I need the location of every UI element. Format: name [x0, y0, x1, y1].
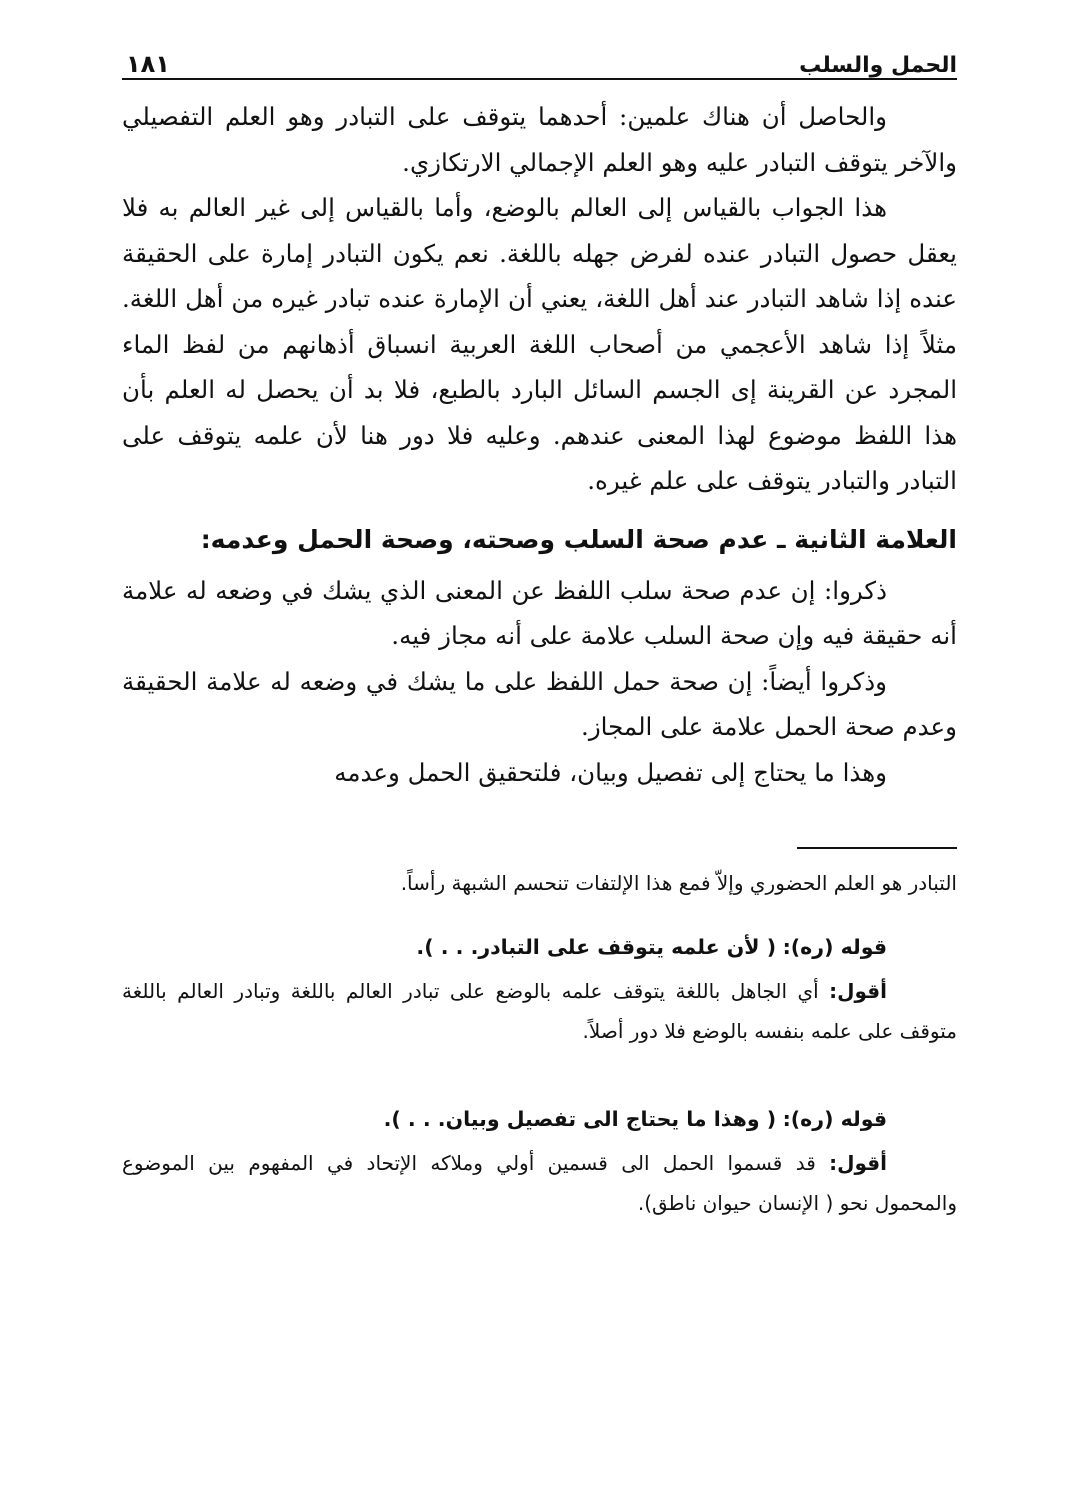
footnote-answer-1	[122, 971, 957, 1051]
footnotes	[122, 863, 957, 1223]
footnote-divider	[797, 847, 957, 849]
answer-label: أقول:	[829, 979, 887, 1003]
book-page	[122, 30, 957, 1223]
quote-text: ( وهذا ما يحتاج الى تفصيل وبيان. . . ).	[383, 1107, 777, 1131]
paragraph-3: ذكروا: إن عدم صحة سلب اللفظ عن المعنى الذي يشك في وضعه له علامة أنه حقيقة فيه وإن صحة السلب علامة على أنه مجاز فيه.	[122, 575, 957, 650]
paragraph-1: والحاصل أن هناك علمين: أحدهما يتوقف على التبادر وهو العلم التفصيلي والآخر يتوقف التبادر عليه وهو العلم الإجمالي الارتكازي.	[122, 102, 957, 177]
paragraph-4: وذكروا أيضاً: إن صحة حمل اللفظ على ما يشك في وضعه له علامة الحقيقة وعدم صحة الحمل علامة على المجاز.	[122, 666, 957, 741]
footnote-quote-1	[122, 927, 957, 967]
running-title: الحمل والسلب	[799, 53, 957, 78]
section-heading: العلامة الثانية ـ عدم صحة السلب وصحته، وصحة الحمل وعدمه:	[200, 524, 957, 554]
footnote-continuation: التبادر هو العلم الحضوري وإلاّ فمع هذا الإلتفات تنحسم الشبهة رأساً.	[400, 871, 957, 895]
footnote-answer-2	[122, 1143, 957, 1223]
quote-text: ( لأن علمه يتوقف على التبادر. . . ).	[416, 935, 777, 959]
page-number: ١٨١	[126, 50, 170, 78]
page-header	[122, 30, 957, 80]
quote-label: قوله (ره):	[782, 935, 887, 959]
answer-text: قد قسموا الحمل الى قسمين أولي وملاكه الإتحاد في المفهوم بين الموضوع والمحمول نحو ( الإنسان حيوان ناطق).	[122, 1151, 957, 1215]
main-text	[122, 94, 957, 795]
paragraph-2: هذا الجواب بالقياس إلى العالم بالوضع، وأما بالقياس إلى غير العالم به فلا يعقل حصول التبادر عنده لفرض جهله باللغة. نعم يكون التبادر إمارة على الحقيقة عنده إذا شاهد التبادر عند أهل اللغة، يعني أن الإمارة عنده تبادر غيره من أهل اللغة. مثلاً إذا شاهد الأعجمي من أصحاب اللغة العربية انسباق أذهانهم من لفظ الماء المجرد عن القرينة إى الجسم السائل البارد بالطبع، فلا بد أن يحصل له العلم بأن هذا اللفظ موضوع لهذا المعنى عندهم. وعليه فلا دور هنا لأن علمه يتوقف على التبادر والتبادر يتوقف على علم غيره.	[122, 193, 957, 495]
paragraph-5: وهذا ما يحتاج إلى تفصيل وبيان، فلتحقيق الحمل وعدمه	[334, 757, 887, 787]
answer-text: أي الجاهل باللغة يتوقف علمه بالوضع على تبادر العالم باللغة وتبادر العالم باللغة متوقف على علمه بنفسه بالوضع فلا دور أصلاً.	[122, 979, 957, 1043]
answer-label: أقول:	[829, 1151, 887, 1175]
spacer	[122, 1051, 957, 1075]
footnote-quote-2	[122, 1099, 957, 1139]
quote-label: قوله (ره):	[782, 1107, 887, 1131]
